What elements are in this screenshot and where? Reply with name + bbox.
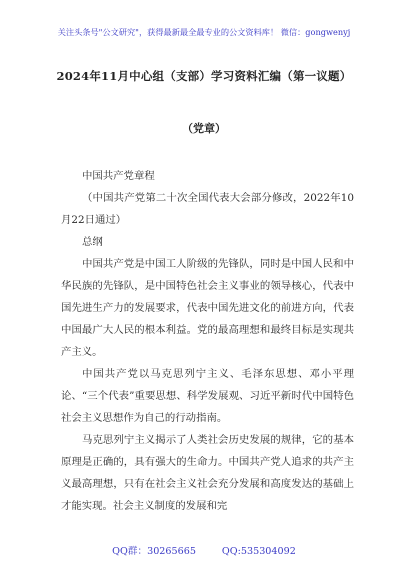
paragraph-marxism: 马克思列宁主义揭示了人类社会历史发展的规律，它的基本原理是正确的，具有强大的生命力。中国共产党人追求的共产主义最高理想，只有在社会主义社会充分发展和高度发达的基础上才能实现。社会主义制度的发展和完: [61, 434, 354, 512]
footer-qq-number: QQ:535304092: [221, 546, 296, 557]
paragraph-revision-note: （中国共产党第二十次全国代表大会部分修改，2022年10月22日通过）: [61, 192, 354, 226]
paragraph-charter-title: 中国共产党章程: [82, 170, 155, 182]
document-title: 2024年11月中心组（支部）学习资料汇编（第一议题）: [56, 69, 352, 83]
document-subtitle: （党章）: [182, 122, 226, 135]
footer-contact: [0, 543, 408, 557]
document-body: [61, 165, 354, 517]
paragraph-guiding-thought: 中国共产党以马克思列宁主义、毛泽东思想、邓小平理论、“三个代表”重要思想、科学发展观、习近平新时代中国特色社会主义思想作为自己的行动指南。: [61, 368, 354, 424]
paragraph-general-program-heading: 总纲: [82, 236, 103, 248]
footer-qq-group: QQ群：30265665: [112, 546, 196, 557]
paragraph-party-nature: 中国共产党是中国工人阶级的先锋队，同时是中国人民和中华民族的先锋队，是中国特色社会主义事业的领导核心，代表中国先进生产力的发展要求，代表中国先进文化的前进方向，代表中国最广大人民的根本利益。党的最高理想和最终目标是实现共产主义。: [61, 258, 354, 358]
header-promo-note: 关注头条号"公文研究"，获得最新最全最专业的公文资料库！ 微信：gongwenyj: [57, 27, 351, 37]
